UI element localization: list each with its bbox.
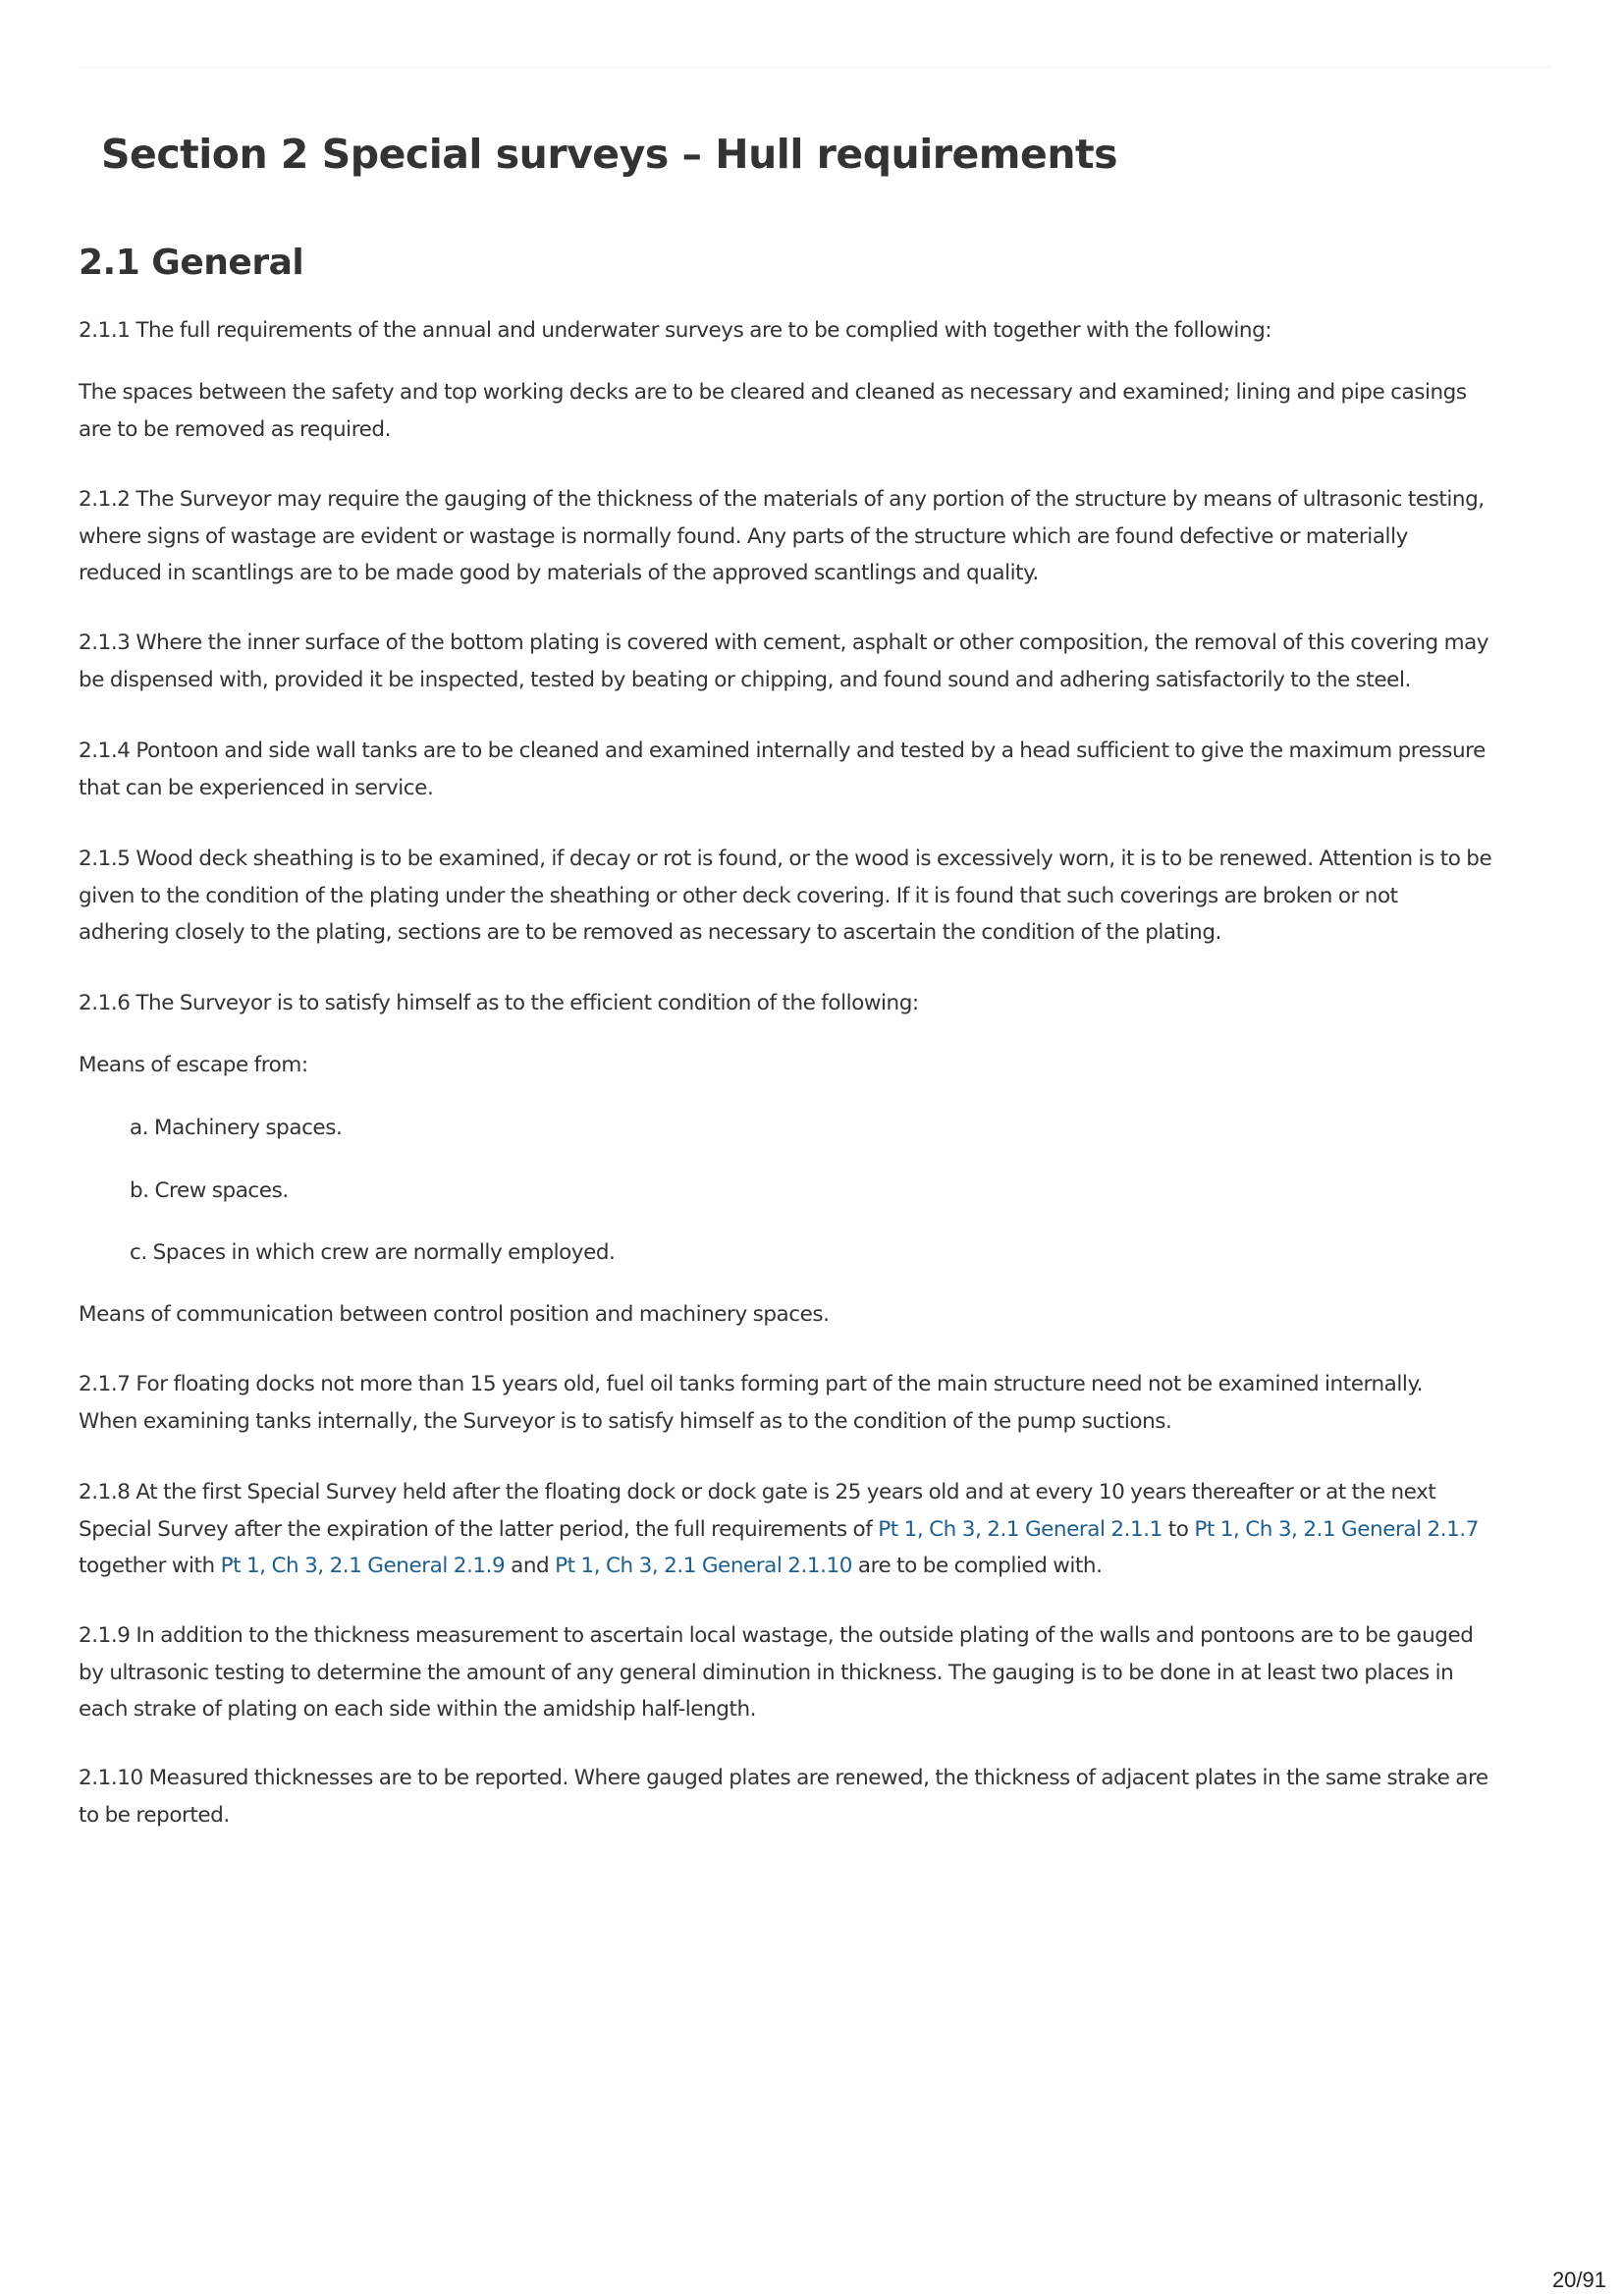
paragraph-line: 2.1.10 Measured thicknesses are to be reported. Where gauged plates are renewed, the thickness of adjacent plates in the same strake are [79,1766,1488,1790]
list-item-text: c. Spaces in which crew are normally employed. [130,1240,616,1265]
page-number: 20/91 [1551,2268,1606,2292]
subsection-title: 2.1 General [79,243,304,283]
paragraph-line: adhering closely to the plating, sections are to be removed as necessary to ascertain the condition of the plating. [79,920,1221,945]
list-item-text: b. Crew spaces. [130,1178,289,1203]
list-item [130,1173,289,1210]
paragraph-line: 2.1.8 At the first Special Survey held after the floating dock or dock gate is 25 years old and at every 10 years thereafter or at the next [79,1480,1436,1504]
paragraph-line: where signs of wastage are evident or wastage is normally found. Any parts of the structure which are found defective or materially [79,523,1408,549]
list-item [130,1234,615,1272]
paragraph-text: to [1162,1516,1195,1542]
paragraph-spaces [79,374,1467,448]
means-of-escape-heading [79,1047,308,1084]
paragraph-line: by ultrasonic testing to determine the amount of any general diminution in thickness. The gauging is to be done in at least two places in [79,1660,1454,1685]
paragraph-line: 2.1.6 The Surveyor is to satisfy himself as to the efficient condition of the following: [79,991,919,1015]
paragraph-line: that can be experienced in service. [79,775,434,800]
means-of-communication [79,1296,830,1334]
paragraph-2-1-1 [79,312,1271,350]
paragraph-line: Means of escape from: [79,1053,308,1077]
section-title: Section 2 Special surveys – Hull requirements [101,131,1118,178]
paragraph-line: 2.1.5 Wood deck sheathing is to be examined, if decay or rot is found, or the wood is excessively worn, it is to be renewed. Attention is to be [79,847,1492,871]
paragraph-line: Means of communication between control position and machinery spaces. [79,1302,830,1327]
paragraph-2-1-9 [79,1617,1473,1728]
paragraph-line: 2.1.1 The full requirements of the annual and underwater surveys are to be complied with together with the following: [79,318,1272,343]
paragraph-line [79,1548,1479,1585]
cross-reference-link-2-1-9[interactable]: Pt 1, Ch 3, 2.1 General 2.1.9 [220,1554,506,1578]
paragraph-line: 2.1.2 The Surveyor may require the gauging of the thickness of the materials of any portion of the structure by means of ultrasonic testing, [79,487,1485,512]
list-item-text: a. Machinery spaces. [130,1116,343,1140]
paragraph-text: Special Survey after the expiration of the latter period, the full requirements of [79,1516,879,1542]
paragraph-line [79,1511,1479,1549]
paragraph-line: are to be removed as required. [79,416,391,442]
paragraph-line: 2.1.7 For floating docks not more than 15 years old, fuel oil tanks forming part of the main structure need not be examined internally. [79,1372,1424,1396]
paragraph-2-1-7 [79,1366,1423,1440]
paragraph-2-1-4 [79,733,1486,806]
paragraph-line: 2.1.9 In addition to the thickness measurement to ascertain local wastage, the outside plating of the walls and pontoons are to be gauged [79,1623,1474,1648]
paragraph-line: 2.1.4 Pontoon and side wall tanks are to be cleaned and examined internally and tested by a head sufficient to give the maximum pressure [79,738,1486,763]
list-item [130,1110,342,1147]
paragraph-line: reduced in scantlings are to be made good by materials of the approved scantlings and quality. [79,561,1039,585]
paragraph-line: given to the condition of the plating under the sheathing or other deck covering. If it is found that such coverings are broken or not [79,883,1398,908]
cross-reference-link-2-1-7[interactable]: Pt 1, Ch 3, 2.1 General 2.1.7 [1194,1516,1479,1542]
paragraph-2-1-5 [79,841,1491,952]
cross-reference-link-2-1-10[interactable]: Pt 1, Ch 3, 2.1 General 2.1.10 [555,1554,852,1578]
paragraph-line: The spaces between the safety and top working decks are to be cleared and cleaned as necessary and examined; lining and pipe casings [79,380,1467,405]
paragraph-2-1-3 [79,625,1488,698]
paragraph-2-1-10 [79,1760,1488,1833]
paragraph-2-1-2 [79,481,1485,592]
cross-reference-link-2-1-1[interactable]: Pt 1, Ch 3, 2.1 General 2.1.1 [878,1516,1162,1542]
paragraph-line: 2.1.3 Where the inner surface of the bottom plating is covered with cement, asphalt or other composition, the removal of this covering may [79,630,1489,655]
paragraph-line: When examining tanks internally, the Surveyor is to satisfy himself as to the condition of the pump suctions. [79,1408,1172,1434]
paragraph-line: each strake of plating on each side within the amidship half-length. [79,1697,757,1722]
paragraph-2-1-6 [79,985,919,1022]
paragraph-text: together with [79,1554,221,1578]
paragraph-2-1-8 [79,1474,1479,1585]
paragraph-line: be dispensed with, provided it be inspected, tested by beating or chipping, and found sound and adhering satisfactorily to the steel. [79,667,1411,692]
paragraph-text: are to be complied with. [851,1554,1103,1578]
paragraph-text: and [505,1554,556,1578]
top-rule [79,67,1551,68]
paragraph-line: to be reported. [79,1802,230,1828]
